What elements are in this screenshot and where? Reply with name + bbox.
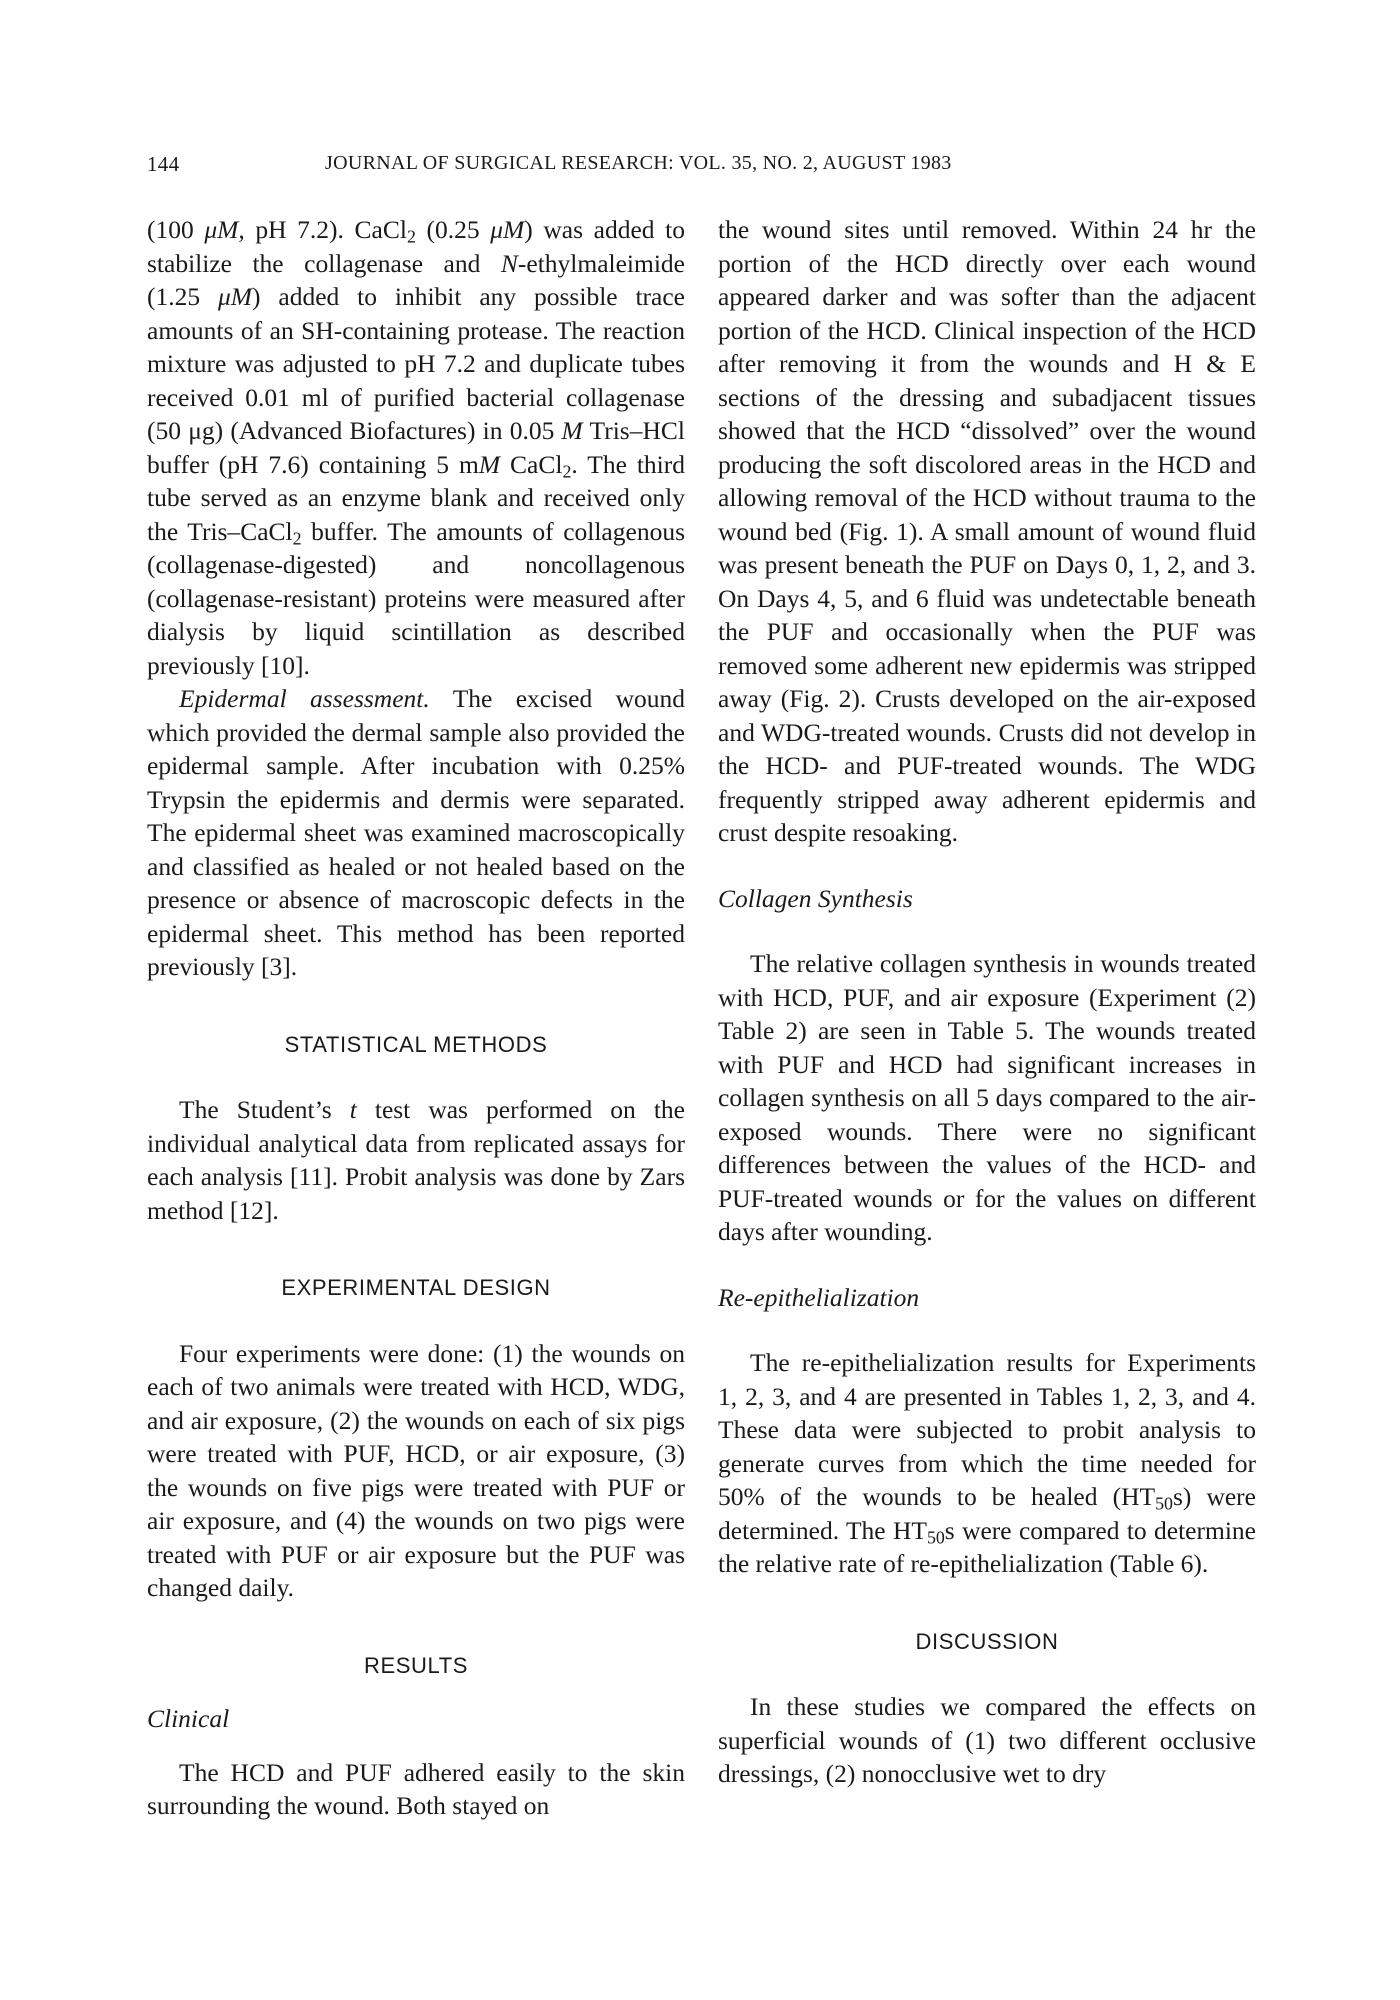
discussion-heading: DISCUSSION xyxy=(915,1628,1059,1654)
right-column xyxy=(718,213,1256,1873)
page-number: 144 xyxy=(147,152,180,176)
statistical-methods-heading: STATISTICAL METHODS xyxy=(284,1031,548,1057)
collagen-synthesis-paragraph: The relative collagen synthesis in wounds treated with HCD, PUF, and air exposure (Experiment (2) Table 2) are seen in Table 5. The wounds treated with PUF and HCD had significant increases in collagen synthesis on all 5 days compared to the air-exposed wounds. There were no significant differences between the values of the HCD- and PUF-treated wounds or for the values on different days after wounding. xyxy=(718,949,1256,1246)
clinical-paragraph-continued: the wound sites until removed. Within 24 hr the portion of the HCD directly over each wound appeared darker and was softer than the adjacent portion of the HCD. Clinical inspection of the HCD after removing it from the wounds and H & E sections of the dressing and subadjacent tissues showed that the HCD “dissolved” over the wound producing the soft discolored areas in the HCD and allowing removal of the HCD without trauma to the wound bed (Fig. 1). A small amount of wound fluid was present beneath the PUF on Days 0, 1, 2, and 3. On Days 4, 5, and 6 fluid was undetectable beneath the PUF and occasionally when the PUF was removed some adherent new epidermis was stripped away (Fig. 2). Crusts developed on the air-exposed and WDG-treated wounds. Crusts did not develop in the HCD- and PUF-treated wounds. The WDG frequently stripped away adherent epidermis and crust despite resoaking. xyxy=(718,215,1256,847)
experimental-design-paragraph: Four experiments were done: (1) the wounds on each of two animals were treated with HCD, WDG, and air exposure, (2) the wounds on each of six pigs were treated with PUF, HCD, or air exposure, (3) the wounds on five pigs were treated with PUF or air exposure, and (4) the wounds on two pigs were treated with PUF or air exposure but the PUF was changed daily. xyxy=(147,1338,685,1602)
clinical-subheading: Clinical xyxy=(147,1704,230,1733)
experimental-design-heading: EXPERIMENTAL DESIGN xyxy=(281,1275,551,1300)
re-epithelialization-subheading: Re-epithelialization xyxy=(718,1282,920,1312)
epidermal-assessment-label: Epidermal assessment. xyxy=(179,684,430,713)
left-column xyxy=(147,213,685,1873)
epidermal-assessment-paragraph: Epidermal assessment. The excised wound which provided the dermal sample also provided the epidermal sample. After incubation with 0.25% Trypsin the epidermis and dermis were separated. The epidermal sheet was examined macroscopically and classified as healed or not healed based on the presence or absence of macroscopic defects in the epidermal sheet. This method has been reported previously [3]. xyxy=(147,684,686,981)
clinical-paragraph: The HCD and PUF adhered easily to the skin surrounding the wound. Both stayed on xyxy=(147,1757,685,1820)
statistical-methods-paragraph: The Student’s t test was performed on the individual analytical data from replicated assays for each analysis [11]. Probit analysis was done by Zars method [12]. xyxy=(147,1095,686,1225)
collagen-synthesis-subheading: Collagen Synthesis xyxy=(718,883,913,913)
methods-paragraph-continued: (100 μM, pH 7.2). CaCl$_2$ (0.25 μM) was added to stabilize the collagenase and N-ethylmaleimide (1.25 μM) added to inhibit any possible trace amounts of an SH-containing protease. The reaction mixture was adjusted to pH 7.2 and duplicate tubes received 0.01 ml of purified bacterial collagenase (50 μg) (Advanced Biofactures) in 0.05 M Tris–HCl buffer (pH 7.6) containing 5 mM CaCl$_2$. The third tube served as an enzyme blank and received only the Tris–CaCl$_2$ buffer. The amounts of collagenous (collagenase-digested) and noncollagenous (collagenase-resistant) proteins were measured after dialysis by liquid scintillation as described previously [10]. xyxy=(147,215,685,680)
results-heading: RESULTS xyxy=(363,1652,469,1678)
discussion-paragraph: In these studies we compared the effects on superficial wounds of (1) two different occlusive dressings, (2) nonocclusive wet to dry xyxy=(718,1692,1256,1788)
running-head xyxy=(147,152,1257,182)
re-epithelialization-paragraph: The re-epithelialization results for Experiments 1, 2, 3, and 4 are presented in Tables 1, 2, 3, and 4. These data were subjected to probit analysis to generate curves from which the time needed for 50% of the wounds to be healed $(HT_{50}s)$ were determined. The $HT_{50}s$ were compared to determine the relative rate of re-epithelialization (Table 6). xyxy=(718,1348,1256,1578)
journal-title-line: JOURNAL OF SURGICAL RESEARCH: VOL. 35, NO. 2, AUGUST 1983 xyxy=(325,152,952,174)
